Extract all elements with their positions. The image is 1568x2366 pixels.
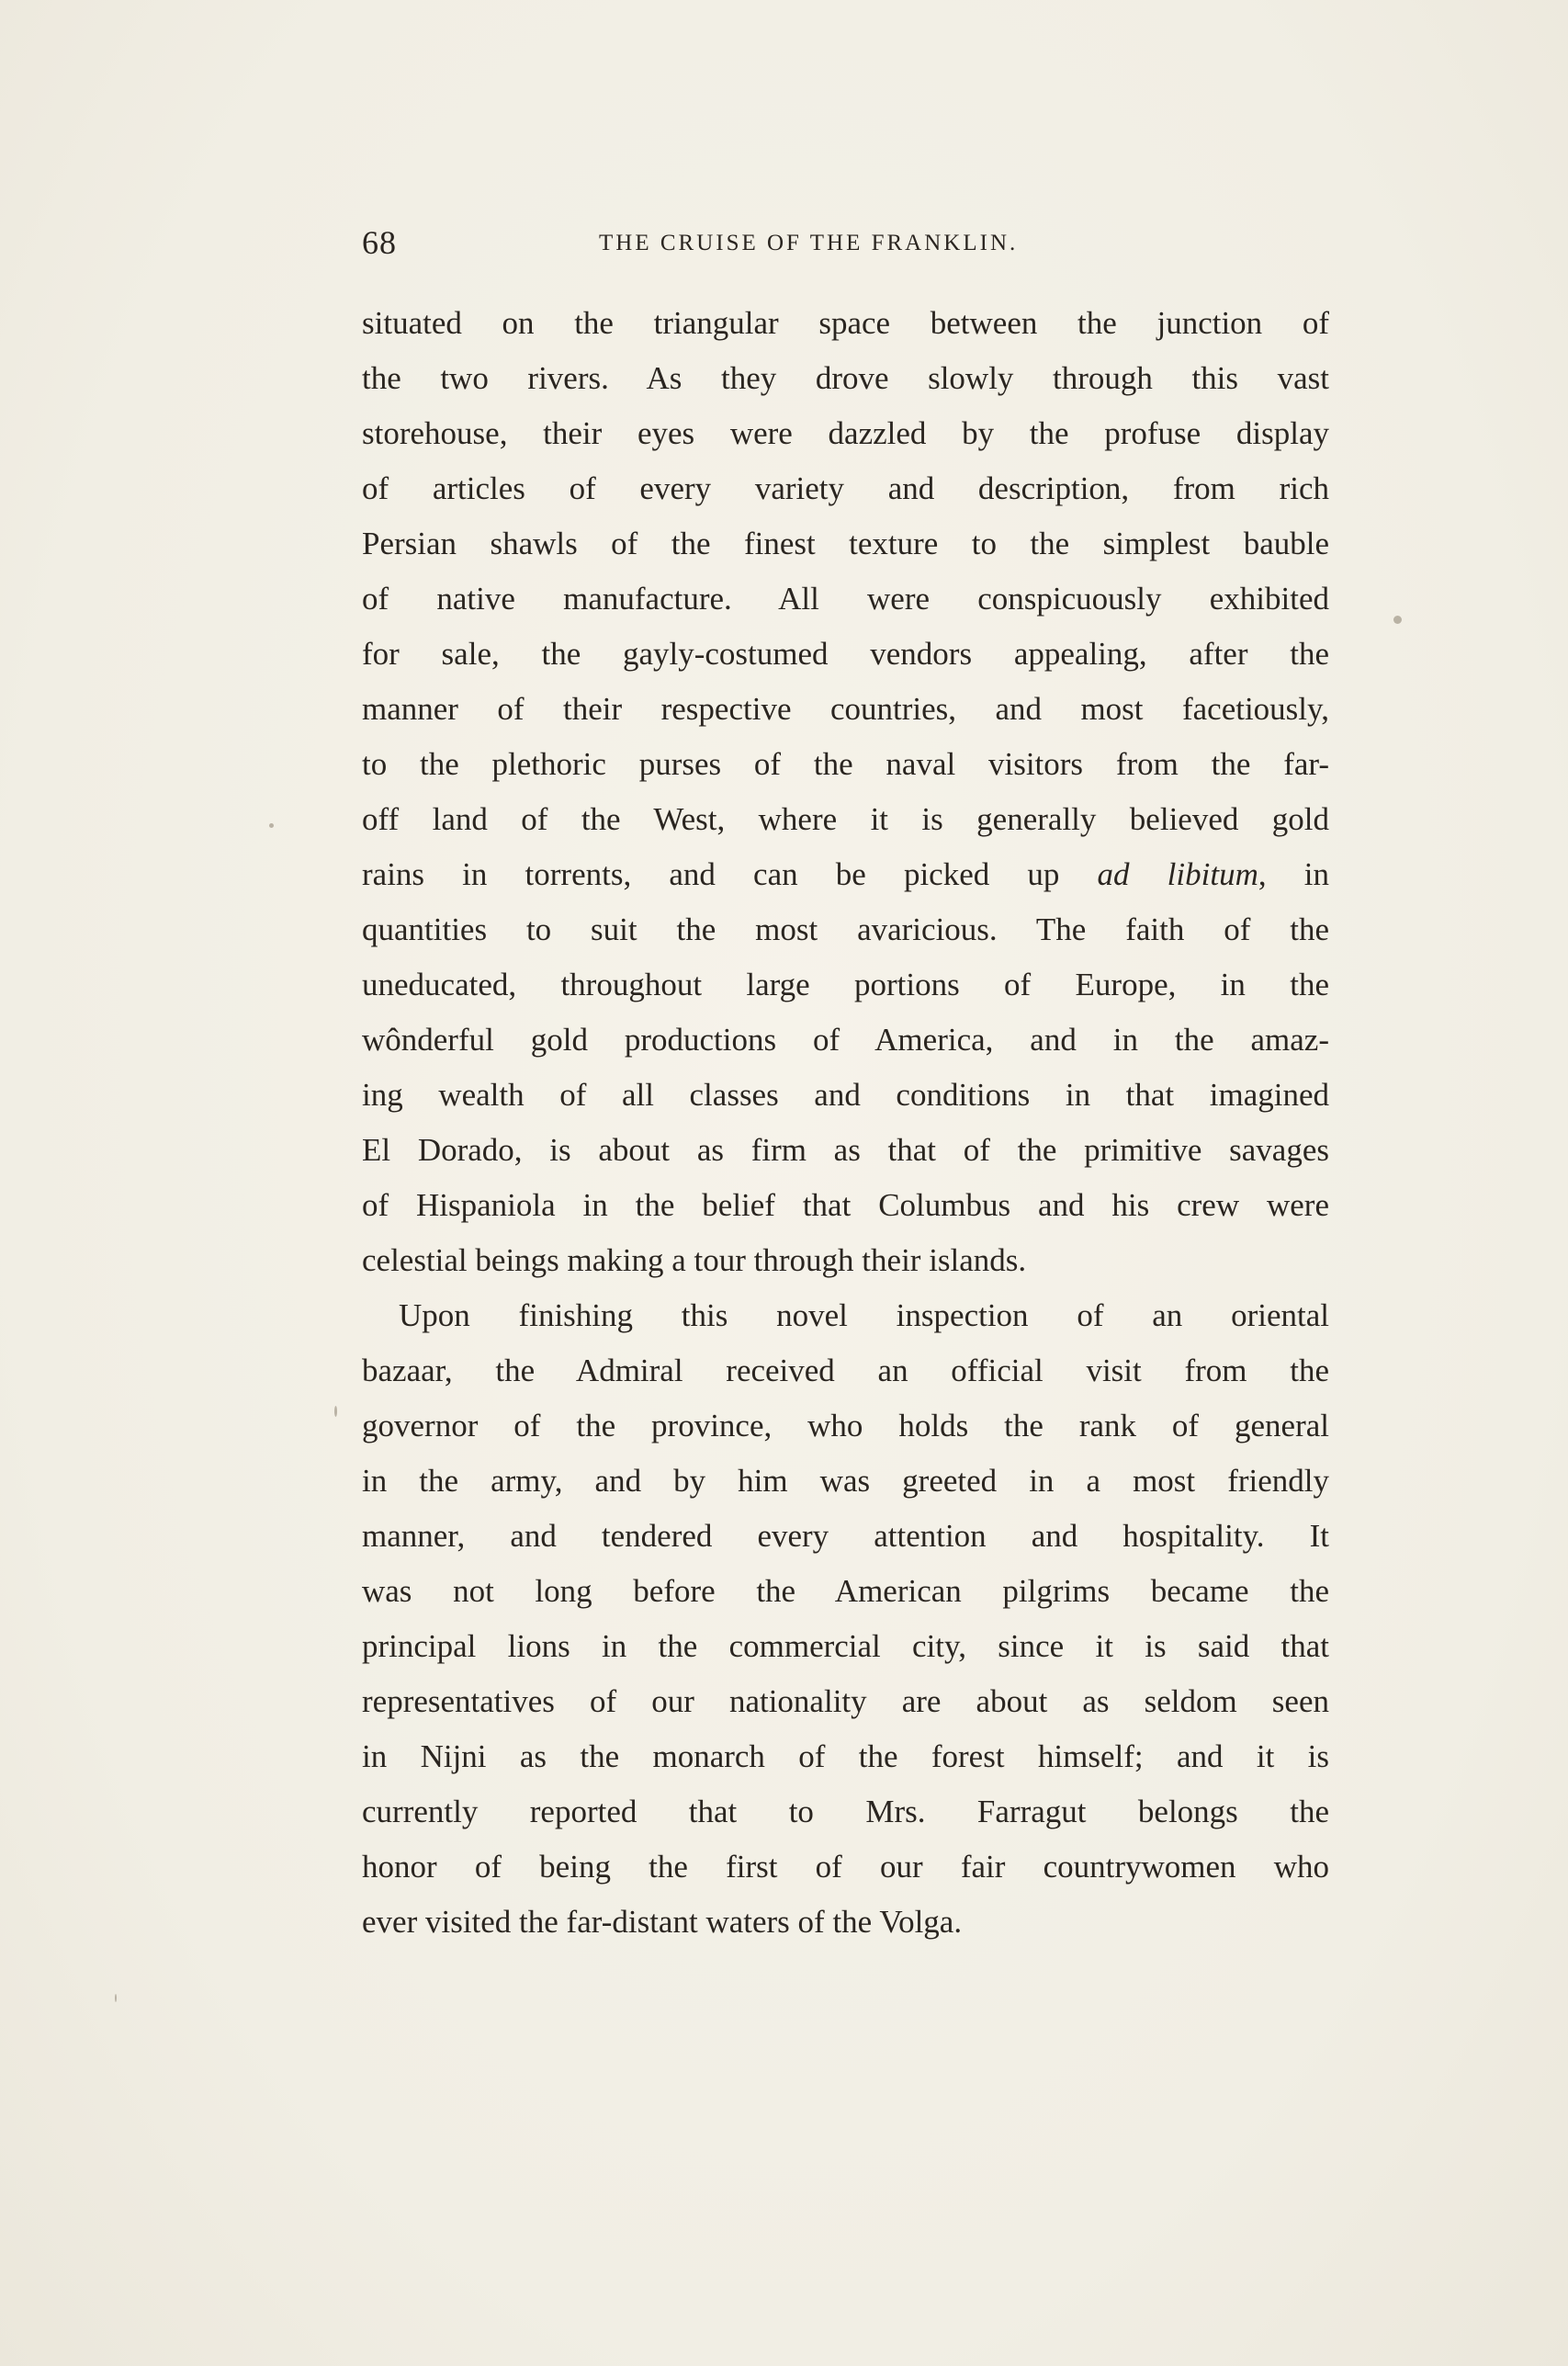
text-line: wônderful gold productions of America, and in the amaz-	[362, 1022, 1329, 1058]
text-line: manner, and tendered every attention and hospitality. It	[362, 1518, 1329, 1554]
text-line: off land of the West, where it is generally believed gold	[362, 801, 1329, 837]
text-line: ever visited the far-distant waters of the Volga.	[362, 1904, 963, 1940]
text-line: the two rivers. As they drove slowly through this vast	[362, 360, 1329, 396]
text-line: representatives of our nationality are about as seldom seen	[362, 1683, 1329, 1719]
text-line: Persian shawls of the finest texture to the simplest bauble	[362, 526, 1329, 561]
page-number: 68	[362, 224, 397, 261]
text-line: in the army, and by him was greeted in a most friendly	[362, 1463, 1329, 1499]
text-line: ing wealth of all classes and conditions in that imagined	[362, 1077, 1329, 1113]
paper-speck	[1393, 616, 1402, 624]
italic-phrase: ad libitum	[1097, 856, 1258, 892]
text-line: principal lions in the commercial city, since it is said that	[362, 1628, 1329, 1664]
page-header	[362, 223, 1329, 264]
text-line-with-italic	[362, 847, 1329, 902]
text-line: of native manufacture. All were conspicuously exhibited	[362, 581, 1329, 617]
text-line: to the plethoric purses of the naval visitors from the far-	[362, 746, 1329, 782]
text-line: governor of the province, who holds the rank of general	[362, 1408, 1329, 1443]
text-line: manner of their respective countries, and most facetiously,	[362, 691, 1329, 727]
paper-speck	[334, 1406, 337, 1417]
paper-speck	[269, 823, 274, 828]
text-line: honor of being the first of our fair countrywomen who	[362, 1849, 1329, 1885]
running-head: THE CRUISE OF THE FRANKLIN.	[599, 231, 1019, 255]
paper-speck	[115, 1994, 117, 2002]
text-line: bazaar, the Admiral received an official visit from the	[362, 1353, 1329, 1388]
text-line: currently reported that to Mrs. Farragut belongs the	[362, 1794, 1329, 1829]
text-segment: rains in torrents, and can be picked up	[362, 856, 1098, 892]
text-line: was not long before the American pilgrims became the	[362, 1573, 1329, 1609]
text-line: of Hispaniola in the belief that Columbus and his crew were	[362, 1187, 1329, 1223]
text-line: El Dorado, is about as firm as that of the primitive savages	[362, 1132, 1329, 1168]
text-segment: , in	[1258, 856, 1329, 892]
text-line: for sale, the gayly-costumed vendors appealing, after the	[362, 636, 1329, 672]
text-line: storehouse, their eyes were dazzled by the profuse display	[362, 415, 1329, 451]
text-line: celestial beings making a tour through their islands.	[362, 1242, 1027, 1278]
text-line: of articles of every variety and description, from rich	[362, 470, 1329, 506]
text-line: uneducated, throughout large portions of Europe, in the	[362, 967, 1329, 1002]
body-text	[362, 296, 1329, 1950]
text-line: situated on the triangular space between the junction of	[362, 305, 1329, 341]
paragraph-start-line: Upon finishing this novel inspection of an oriental	[399, 1297, 1329, 1333]
text-line: in Nijni as the monarch of the forest himself; and it is	[362, 1738, 1329, 1774]
text-line: quantities to suit the most avaricious. The faith of the	[362, 911, 1329, 947]
